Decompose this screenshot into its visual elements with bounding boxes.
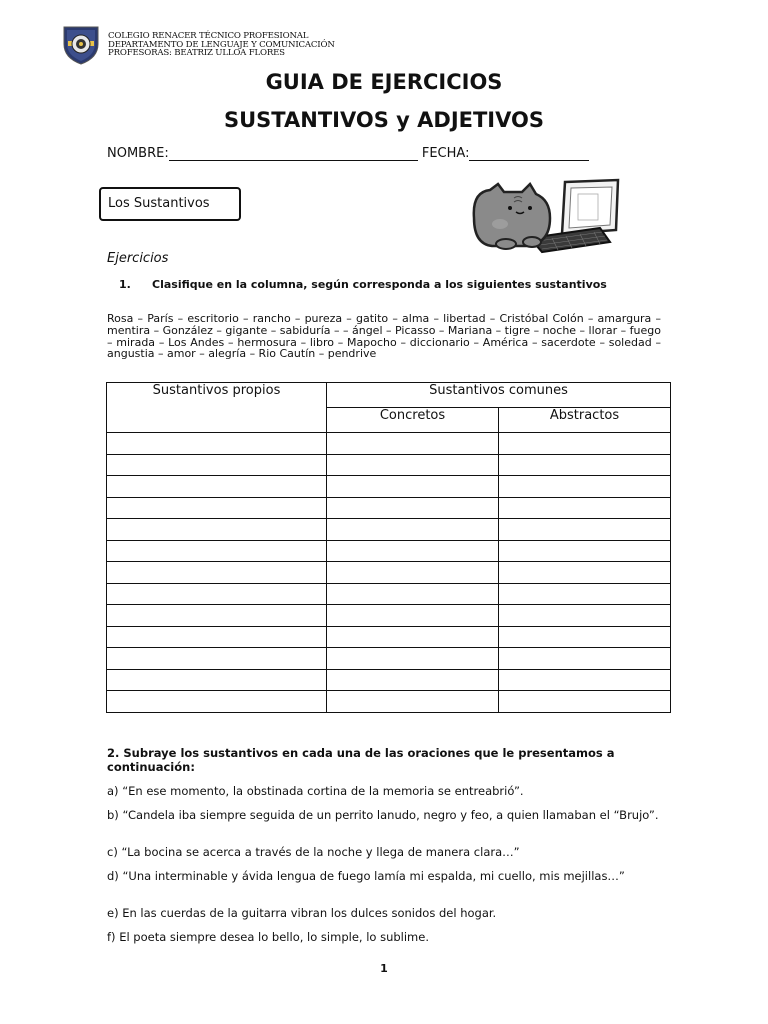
table-row xyxy=(107,669,671,691)
page-number: 1 xyxy=(380,962,388,975)
table-cell[interactable] xyxy=(499,497,671,519)
table-cell[interactable] xyxy=(327,454,499,476)
table-cell[interactable] xyxy=(327,497,499,519)
sentence-a: a) “En ese momento, la obstinada cortina de la memoria se entreabrió”. xyxy=(107,784,524,798)
table-cell[interactable] xyxy=(107,454,327,476)
table-row xyxy=(107,562,671,584)
date-label: FECHA: xyxy=(421,146,470,161)
school-name: COLEGIO RENACER TÉCNICO PROFESIONAL xyxy=(108,31,309,41)
table-cell[interactable] xyxy=(107,519,327,541)
table-row xyxy=(107,497,671,519)
table-cell[interactable] xyxy=(499,691,671,713)
question-2: 2. Subraye los sustantivos en cada una de las oraciones que le presentamos a continuación: xyxy=(107,746,615,774)
table-cell[interactable] xyxy=(327,519,499,541)
table-row xyxy=(107,626,671,648)
table-cell[interactable] xyxy=(327,669,499,691)
table-cell[interactable] xyxy=(107,648,327,670)
page-subtitle: SUSTANTIVOS y ADJETIVOS xyxy=(224,108,544,132)
table-cell[interactable] xyxy=(499,540,671,562)
table-cell[interactable] xyxy=(499,626,671,648)
table-row xyxy=(107,540,671,562)
table-cell[interactable] xyxy=(327,476,499,498)
table-cell[interactable] xyxy=(327,433,499,455)
table-cell[interactable] xyxy=(499,433,671,455)
table-cell[interactable] xyxy=(107,605,327,627)
question-1-text: Clasifique en la columna, según corresponda a los siguientes sustantivos xyxy=(152,278,607,291)
table-cell[interactable] xyxy=(327,583,499,605)
table-cell[interactable] xyxy=(327,626,499,648)
table-cell[interactable] xyxy=(107,562,327,584)
teacher-name: PROFESORAS: BEATRIZ ULLOA FLORES xyxy=(108,48,285,59)
table-row xyxy=(107,605,671,627)
table-cell[interactable] xyxy=(499,605,671,627)
table-cell[interactable] xyxy=(107,583,327,605)
school-info xyxy=(108,32,335,58)
question-1-number: 1. xyxy=(119,278,131,291)
exercises-label: Ejercicios xyxy=(107,251,169,266)
table-row xyxy=(107,691,671,713)
table-cell[interactable] xyxy=(327,605,499,627)
word-list: Rosa – París – escritorio – rancho – pureza – gatito – alma – libertad – Cristóbal Colón – amargura – mentira – González – gigante – sabiduría – – ángel – Picasso – Mariana – tigre – noche – llorar – fuego – mirada – Los Andes – hermosura – libro – Mapocho – diccionario – América – sacerdote – soledad – angustia – amor – alegría – Rio Cautín – pendrive xyxy=(107,312,662,361)
table-row xyxy=(107,476,671,498)
cat-with-laptop-icon xyxy=(470,178,622,254)
sentence-d: d) “Una interminable y ávida lengua de fuego lamía mi espalda, mi cuello, mis mejillas…” xyxy=(107,869,625,883)
column-header-propios: Sustantivos propios xyxy=(107,383,327,433)
date-field[interactable] xyxy=(469,148,589,161)
table-row xyxy=(107,519,671,541)
table-row xyxy=(107,433,671,455)
column-header-comunes: Sustantivos comunes xyxy=(327,383,671,408)
name-date-line xyxy=(107,146,589,161)
sentence-c: c) “La bocina se acerca a través de la noche y llega de manera clara…” xyxy=(107,845,520,859)
table-cell[interactable] xyxy=(107,476,327,498)
table-cell[interactable] xyxy=(499,454,671,476)
name-label: NOMBRE: xyxy=(107,146,169,161)
classification-table xyxy=(106,382,671,713)
school-crest-icon xyxy=(60,24,102,66)
table-cell[interactable] xyxy=(499,562,671,584)
section-title-box: Los Sustantivos xyxy=(99,187,241,221)
page-title: GUIA DE EJERCICIOS xyxy=(265,70,503,94)
table-cell[interactable] xyxy=(499,519,671,541)
table-cell[interactable] xyxy=(327,540,499,562)
sentence-e: e) En las cuerdas de la guitarra vibran los dulces sonidos del hogar. xyxy=(107,906,497,920)
table-cell[interactable] xyxy=(499,583,671,605)
subheader-abstractos: Abstractos xyxy=(499,408,671,433)
table-cell[interactable] xyxy=(499,476,671,498)
sentence-b: b) “Candela iba siempre seguida de un perrito lanudo, negro y feo, a quien llamaban el “Brujo”. xyxy=(107,808,659,822)
sentence-f: f) El poeta siempre desea lo bello, lo simple, lo sublime. xyxy=(107,930,429,944)
table-cell[interactable] xyxy=(327,562,499,584)
department-name: DEPARTAMENTO DE LENGUAJE Y COMUNICACIÓN xyxy=(108,39,335,50)
subheader-concretos: Concretos xyxy=(327,408,499,433)
name-field[interactable] xyxy=(169,148,418,161)
table-cell[interactable] xyxy=(107,669,327,691)
table-cell[interactable] xyxy=(327,691,499,713)
table-cell[interactable] xyxy=(499,669,671,691)
table-row xyxy=(107,583,671,605)
table-cell[interactable] xyxy=(107,691,327,713)
table-cell[interactable] xyxy=(499,648,671,670)
table-row xyxy=(107,454,671,476)
table-cell[interactable] xyxy=(107,433,327,455)
table-cell[interactable] xyxy=(327,648,499,670)
table-row xyxy=(107,648,671,670)
table-cell[interactable] xyxy=(107,497,327,519)
table-cell[interactable] xyxy=(107,626,327,648)
table-cell[interactable] xyxy=(107,540,327,562)
